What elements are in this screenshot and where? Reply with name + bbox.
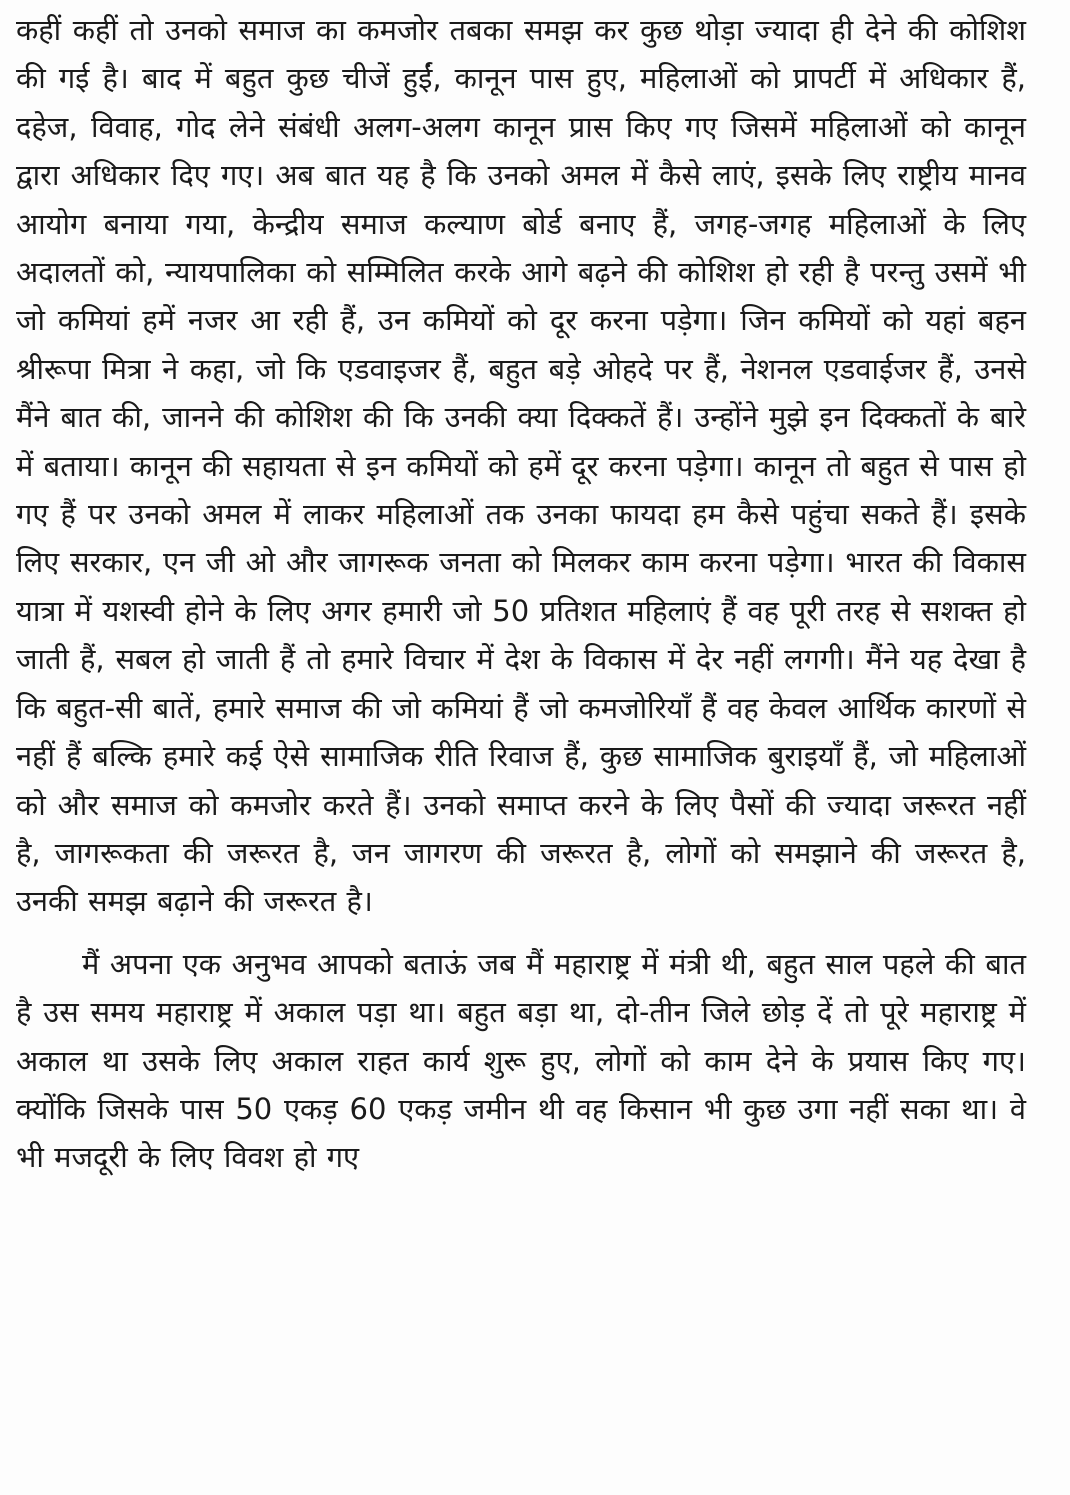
paragraph-1: कहीं कहीं तो उनको समाज का कमजोर तबका समझ कर कुछ थोड़ा ज्यादा ही देने की कोशिश की गई है। बाद में बहुत कुछ चीजें हुईं, कानून पास हुए, महिलाओं को प्रापर्टी में अधिकार हैं, दहेज, विवाह, गोद लेने संबंधी अलग-अलग कानून प्रास किए गए जिसमें महिलाओं को कानून द्वारा अधिकार दिए गए। अब बात यह है कि उनको अमल में कैसे लाएं, इसके लिए राष्ट्रीय मानव आयोग बनाया गया, केन्द्रीय समाज कल्याण बोर्ड बनाए हैं, जगह-जगह महिलाओं के लिए अदालतों को, न्यायपालिका को सम्मिलित करके आगे बढ़ने की कोशिश हो रही है परन्तु उसमें भी जो कमियां हमें नजर आ रही हैं, उन कमियों को दूर करना पड़ेगा। जिन कमियों को यहां बहन श्रीरूपा मित्रा ने कहा, जो कि एडवाइजर हैं, बहुत बड़े ओहदे पर हैं, नेशनल एडवाईजर हैं, उनसे मैंने बात की, जानने की कोशिश की कि उनकी क्या दिक्कतें हैं। उन्होंने मुझे इन दिक्कतों के बारे में बताया। कानून की सहायता से इन कमियों को हमें दूर करना पड़ेगा। कानून तो बहुत से पास हो गए हैं पर उनको अमल में लाकर महिलाओं तक उनका फायदा हम कैसे पहुंचा सकते हैं। इसके लिए सरकार, एन जी ओ और जागरूक जनता को मिलकर काम करना पड़ेगा। भारत की विकास यात्रा में यशस्वी होने के लिए अगर हमारी जो 50 प्रतिशत महिलाएं हैं वह पूरी तरह से सशक्त हो जाती हैं, सबल हो जाती हैं तो हमारे विचार में देश के विकास में देर नहीं लगगी। मैंने यह देखा है कि बहुत-सी बातें, हमारे समाज की जो कमियां हैं जो कमजोरियाँ हैं वह केवल आर्थिक कारणों से नहीं हैं बल्कि हमारे कई ऐसे सामाजिक रीति रिवाज हैं, कुछ सामाजिक बुराइयाँ हैं, जो महिलाओं को और समाज को कमजोर करते हैं। उनको समाप्त करने के लिए पैसों की ज्यादा जरूरत नहीं है, जागरूकता की जरूरत है, जन जागरण की जरूरत है, लोगों को समझाने की जरूरत है, उनकी समझ बढ़ाने की जरूरत है। — [16, 13, 1027, 919]
paragraph-2: मैं अपना एक अनुभव आपको बताऊं जब मैं महाराष्ट्र में मंत्री थी, बहुत साल पहले की बात है उस समय महाराष्ट्र में अकाल पड़ा था। बहुत बड़ा था, दो-तीन जिले छोड़ दें तो पूरे महाराष्ट्र में अकाल था उसके लिए अकाल राहत कार्य शुरू हुए, लोगों को काम देने के प्रयास किए गए। क्योंकि जिसके पास 50 एकड़ 60 एकड़ जमीन थी वह किसान भी कुछ उगा नहीं सका था। वे भी मजदूरी के लिए विवश हो गए — [16, 946, 1026, 1175]
